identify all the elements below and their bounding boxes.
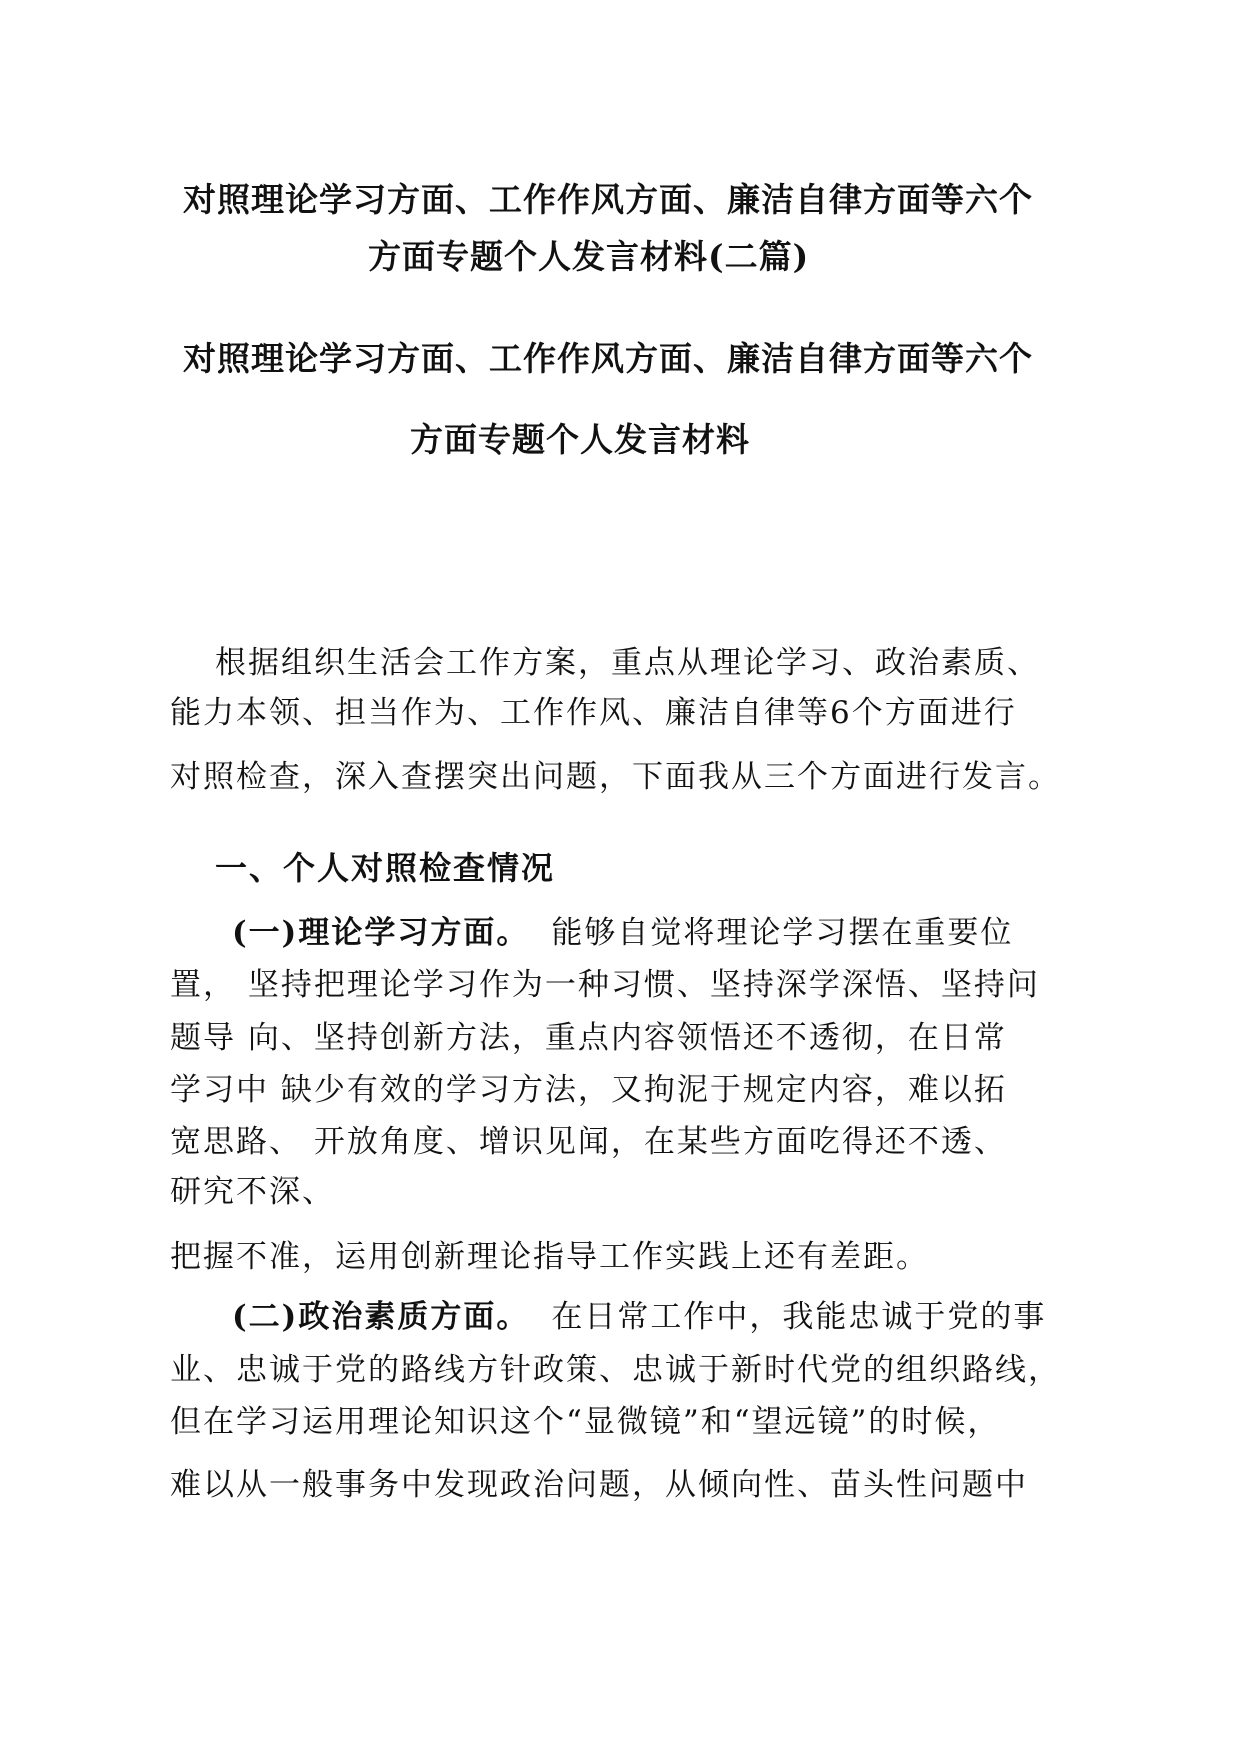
item-2-label: (二)政治素质方面。 bbox=[232, 1299, 530, 1335]
document-title-line-2: 方面专题个人发言材料(二篇) bbox=[368, 237, 810, 276]
intro-line-3: 对照检查，深入查摆突出问题，下面我从三个方面进行发言。 bbox=[170, 759, 1061, 795]
item-1-line-3: 题导 向、坚持创新方法，重点内容领悟还不透彻，在日常 bbox=[170, 1020, 1007, 1056]
item-1-label: (一)理论学习方面。 bbox=[232, 915, 530, 951]
item-1-text-start: 能够自觉将理论学习摆在重要位 bbox=[551, 915, 1014, 951]
sub-title-line-2: 方面专题个人发言材料 bbox=[410, 420, 750, 459]
document-title-line-1: 对照理论学习方面、工作作风方面、廉洁自律方面等六个 bbox=[183, 180, 1033, 219]
item-2-line-2: 业、忠诚于党的路线方针政策、忠诚于新时代党的组织路线， bbox=[170, 1352, 1061, 1388]
sub-title-line-1: 对照理论学习方面、工作作风方面、廉洁自律方面等六个 bbox=[183, 339, 1033, 378]
item-1-first-line bbox=[232, 915, 1014, 951]
item-2-line-3: 但在学习运用理论知识这个“显微镜”和“望远镜”的时候， bbox=[170, 1404, 1001, 1440]
item-1-line-5: 宽思路、 开放角度、增识见闻，在某些方面吃得还不透、 bbox=[170, 1124, 1007, 1160]
item-2-text-start: 在日常工作中，我能忠诚于党的事 bbox=[551, 1299, 1047, 1335]
item-1-line-4: 学习中 缺少有效的学习方法，又拘泥于规定内容，难以拓 bbox=[170, 1072, 1007, 1108]
intro-line-2: 能力本领、担当作为、工作作风、廉洁自律等6个方面进行 bbox=[170, 695, 1017, 731]
item-1-line-7: 把握不准，运用创新理论指导工作实践上还有差距。 bbox=[170, 1239, 929, 1275]
intro-line-1: 根据组织生活会工作方案，重点从理论学习、政治素质、 bbox=[215, 645, 1040, 681]
item-2-first-line bbox=[232, 1299, 1047, 1335]
item-2-line-4: 难以从一般事务中发现政治问题，从倾向性、苗头性问题中 bbox=[170, 1467, 1028, 1503]
section-heading: 一、个人对照检查情况 bbox=[215, 849, 556, 887]
item-1-line-2: 置， 坚持把理论学习作为一种习惯、坚持深学深悟、坚持问 bbox=[170, 967, 1040, 1003]
item-1-line-6: 研究不深、 bbox=[170, 1174, 335, 1210]
